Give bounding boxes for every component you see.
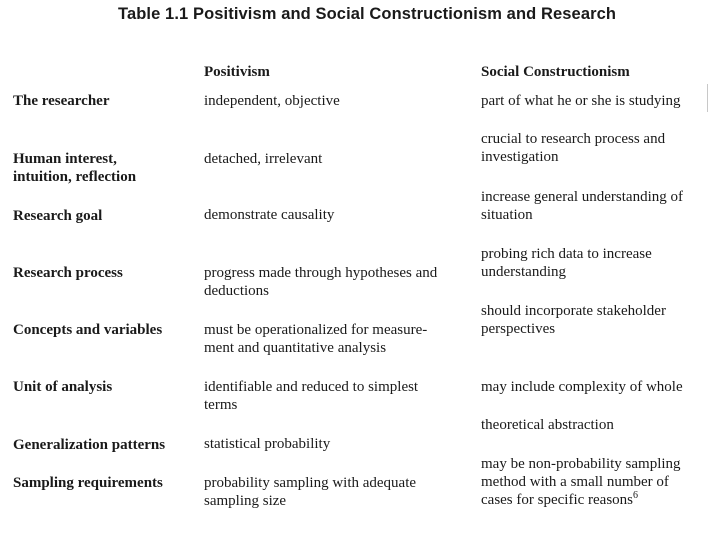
cell-positivism-research-process: progress made through hypotheses and deductions: [204, 265, 438, 299]
row-label-unit-of-analysis: Unit of analysis: [13, 379, 113, 395]
row-label-research-goal: Research goal: [13, 208, 103, 224]
cell-positivism-unit-of-analysis: identifiable and reduced to simplest terms: [204, 379, 419, 413]
footnote-marker: 6: [633, 490, 639, 501]
row-label-sampling-requirements: Sampling requirements: [13, 475, 163, 491]
cell-social-generalization-patterns: theoretical abstraction: [481, 417, 614, 433]
row-label-research-process: Research process: [13, 265, 123, 281]
column-header-social-constructionism: Social Constructionism: [481, 64, 630, 80]
row-label-human-interest: Human interest, intuition, reflection: [13, 151, 137, 185]
cell-social-the-researcher: part of what he or she is studying: [481, 93, 681, 109]
cell-social-concepts-and-variables: should incorporate stakeholder perspectives: [481, 303, 666, 337]
row-label-concepts-and-variables: Concepts and variables: [13, 322, 163, 338]
right-edge-rule: [707, 84, 708, 112]
table-title: Table 1.1 Positivism and Social Constructionism and Research: [118, 5, 617, 23]
cell-social-unit-of-analysis: may include complexity of whole: [481, 379, 683, 395]
cell-social-research-process: probing rich data to increase understanding: [481, 246, 652, 280]
row-label-generalization-patterns: Generalization patterns: [13, 437, 166, 453]
cell-positivism-concepts-and-variables: must be operationalized for measure- ment and quantitative analysis: [204, 322, 428, 356]
cell-positivism-the-researcher: independent, objective: [204, 93, 340, 109]
cell-social-research-goal: increase general understanding of situation: [481, 189, 683, 223]
cell-positivism-generalization-patterns: statistical probability: [204, 436, 331, 452]
cell-positivism-research-goal: demonstrate causality: [204, 207, 335, 223]
cell-social-human-interest: crucial to research process and investigation: [481, 131, 666, 165]
cell-positivism-human-interest: detached, irrelevant: [204, 151, 323, 167]
row-label-the-researcher: The researcher: [13, 93, 110, 109]
column-header-positivism: Positivism: [204, 64, 270, 80]
cell-positivism-sampling-requirements: probability sampling with adequate sampling size: [204, 475, 417, 509]
cell-social-sampling-requirements: may be non-probability sampling method with a small number of cases for specific reasons$^6$: [481, 456, 681, 508]
